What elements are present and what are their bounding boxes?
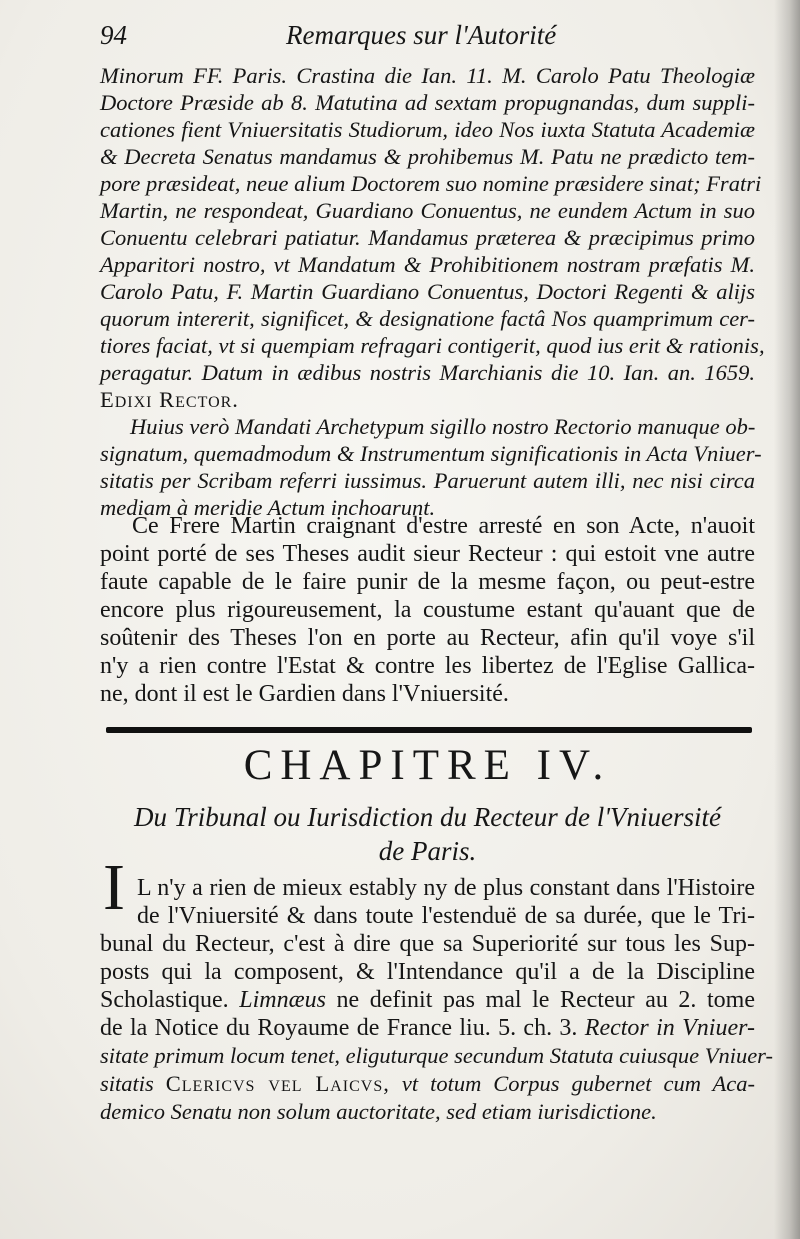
chapter-subtitle: Du Tribunal ou Iurisdiction du Recteur de l'Vniuersité — [134, 802, 721, 832]
postscript-line: Huius verò Mandati Archetypum sigillo nostro Rectorio manuque ob- — [130, 414, 756, 439]
french-line: n'y a rien contre l'Estat & contre les libertez de l'Eglise Gallica- — [100, 653, 755, 679]
chapter-body-line — [100, 986, 755, 1014]
latin-line: Conuentu celebrari patiatur. Mandamus præterea & præcipimus primo — [100, 225, 755, 250]
latin-line: Minorum FF. Paris. Crastina die Ian. 11. M. Carolo Patu Theologiæ — [100, 63, 755, 88]
postscript-line: sitatis per Scribam referri iussimus. Paruerunt autem illi, nec nisi circa — [100, 468, 755, 493]
latin-line: Martin, ne respondeat, Guardiano Conuentus, ne eundem Actum in suo — [100, 198, 755, 223]
text-run: de la Notice du Royaume de France liu. 5. ch. 3. — [100, 1015, 578, 1041]
postscript-line: mediam à meridie Actum inchoarunt. — [100, 495, 436, 520]
chapter-body-line: de l'Vniuersité & dans toute l'estenduë de sa durée, que le Tri- — [137, 903, 755, 929]
chapter-body-line — [100, 1014, 755, 1042]
rector-signature: Edixi Rector. — [100, 387, 239, 412]
chapter-body-line — [100, 1070, 755, 1098]
text-run: Scholastique. — [100, 987, 229, 1013]
french-line: soûtenir des Theses l'on en porte au Recteur, afin qu'il voye s'il — [100, 625, 755, 651]
text-run: sitatis — [100, 1071, 154, 1096]
french-line: point porté de ses Theses audit sieur Recteur : qui estoit vne autre — [100, 541, 755, 567]
french-line: Ce Frere Martin craignant d'estre arresté en son Acte, n'auoit — [132, 513, 755, 539]
drop-cap: I — [103, 851, 125, 924]
french-line: faute capable de le faire punir de la mesme façon, ou peut-estre — [100, 569, 755, 595]
text-run: ne definit pas mal le Recteur au 2. tome — [336, 987, 755, 1013]
chapter-body-line: bunal du Recteur, c'est à dire que sa Superiorité sur tous les Sup- — [100, 931, 755, 957]
section-rule — [106, 727, 752, 733]
latin-line: Doctore Præside ab 8. Matutina ad sextam propugnandas, dum suppli- — [100, 90, 755, 115]
latin-line: cationes fient Vniuersitatis Studiorum, ideo Nos iuxta Statuta Academiæ — [100, 117, 755, 142]
latin-line: pore præsideat, neue alium Doctorem suo nomine præsidere sinat; Fratri — [100, 171, 762, 196]
latin-line: tiores faciat, vt si quempiam refragari contigerit, quod ius erit & rationis, — [100, 333, 765, 358]
text-run: vt totum Corpus gubernet cum Aca- — [401, 1071, 756, 1096]
chapter-body-line: L n'y a rien de mieux estably ny de plus constant dans l'Histoire — [137, 875, 755, 901]
chapter-subtitle: de Paris. — [378, 836, 477, 866]
running-head: Remarques sur l'Autorité — [286, 20, 557, 50]
chapter-body-line: posts qui la composent, & l'Intendance qu'il a de la Discipline — [100, 959, 755, 985]
postscript-line: signatum, quemadmodum & Instrumentum significationis in Acta Vniuer- — [100, 441, 762, 466]
latin-line: Apparitori nostro, vt Mandatum & Prohibitionem nostram præfatis M. — [100, 252, 755, 277]
latin-line: & Decreta Senatus mandamus & prohibemus M. Patu ne prædicto tem- — [100, 144, 755, 169]
latin-line: Carolo Patu, F. Martin Guardiano Conuentus, Doctori Regenti & alijs — [100, 279, 755, 304]
latin-line: quorum intererit, significet, & designatione factâ Nos quamprimum cer- — [100, 306, 755, 331]
latin-line: peragatur. Datum in ædibus nostris Marchianis die 10. Ian. an. 1659. — [100, 360, 755, 385]
chapter-body-line: sitate primum locum tenet, eliguturque secundum Statuta cuiusque Vniuer- — [100, 1043, 773, 1068]
small-caps-run: Clericvs vel Laicvs, — [165, 1071, 390, 1096]
book-spine-shadow — [774, 0, 800, 1239]
french-line: encore plus rigoureusement, la coustume estant qu'auant que de — [100, 597, 755, 623]
page-number: 94 — [100, 20, 127, 50]
chapter-title: CHAPITRE IV. — [243, 742, 612, 789]
french-line: ne, dont il est le Gardien dans l'Vniuersité. — [100, 681, 509, 707]
page-header — [100, 20, 750, 54]
latin-quote: Rector in Vniuer- — [584, 1015, 755, 1041]
chapter-body-line: demico Senatu non solum auctoritate, sed etiam iurisdictione. — [100, 1099, 657, 1124]
author-name: Limnæus — [239, 987, 326, 1013]
